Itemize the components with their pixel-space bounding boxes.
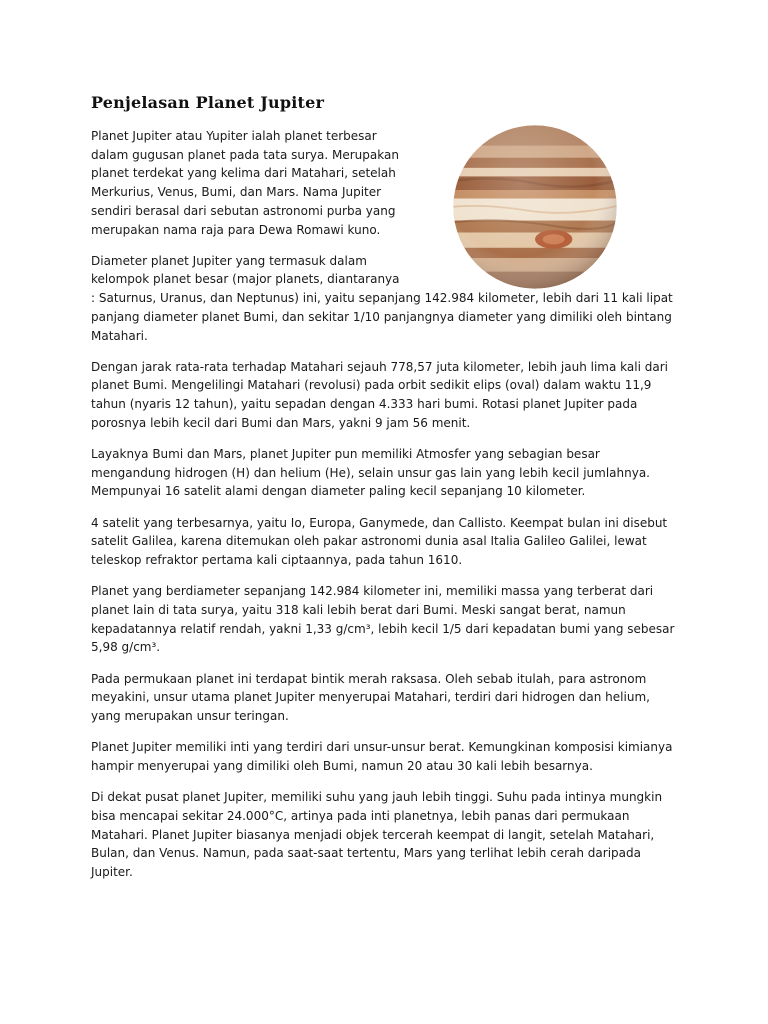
paragraph: Planet Jupiter memiliki inti yang terdiri dari unsur-unsur berat. Kemungkinan komposisi kimianya hampir menyerupai yang dimiliki oleh Bumi, namun 20 atau 30 kali lebih besarnya.: [91, 740, 673, 773]
paragraph: 4 satelit yang terbesarnya, yaitu Io, Europa, Ganymede, dan Callisto. Keempat bulan ini disebut satelit Galilea, karena ditemukan oleh pakar astronomi dunia asal Italia Galileo Galilei, lewat teleskop refraktor pertama kali ciptaannya, pada tahun 1610.: [91, 515, 668, 568]
page-title: Penjelasan Planet Jupiter: [91, 93, 325, 112]
paragraph: Planet Jupiter atau Yupiter ialah planet terbesar dalam gugusan planet pada tata surya. Merupakan planet terdekat yang kelima dari Matahari, setelah Merkurius, Venus, Bumi, dan Mars. Nama Jupiter sendiri berasal dari sebutan astronomi purba yang merupakan nama raja para Dewa Romawi kuno.: [91, 129, 399, 237]
paragraph: Di dekat pusat planet Jupiter, memiliki suhu yang jauh lebih tinggi. Suhu pada intinya mungkin bisa mencapai sekitar 24.000°C, artinya pada inti planetnya, lebih panas dari permukaan Matahari. Planet Jupiter biasanya menjadi objek tercerah keempat di langit, setelah Matahari, Bulan, dan Venus. Namun, pada saat-saat tertentu, Mars yang terlihat lebih cerah daripada Jupiter.: [91, 790, 663, 879]
paragraph: Planet yang berdiameter sepanjang 142.984 kilometer ini, memiliki massa yang terberat dari planet lain di tata surya, yaitu 318 kali lebih berat dari Bumi. Meski sangat berat, namun kepadatannya relatif rendah, yakni 1,33 g/cm³, lebih kecil 1/5 dari kepadatan bumi yang sebesar 5,98 g/cm³.: [91, 584, 675, 655]
paragraph: Layaknya Bumi dan Mars, planet Jupiter pun memiliki Atmosfer yang sebagian besar mengandung hidrogen (H) dan helium (He), selain unsur gas lain yang lebih kecil jumlahnya. Mempunyai 16 satelit alami dengan diameter paling kecil sepanjang 10 kilometer.: [91, 447, 650, 499]
paragraph: Diameter planet Jupiter yang termasuk dalam kelompok planet besar (major planets, diantaranya : Saturnus, Uranus, dan Neptunus) ini, yaitu sepanjang 142.984 kilometer, lebih dari 11 kali lipat panjang diameter planet Bumi, dan sekitar 1/10 panjangnya diameter yang dimiliki oleh bintang Matahari.: [91, 253, 673, 343]
paragraph: Dengan jarak rata-rata terhadap Matahari sejauh 778,57 juta kilometer, lebih jauh lima kali dari planet Bumi. Mengelilingi Matahari (revolusi) pada orbit sedikit elips (oval) dalam waktu 11,9 tahun (nyaris 12 tahun), yaitu sepadan dengan 4.333 hari bumi. Rotasi planet Jupiter pada porosnya lebih kecil dari Bumi dan Mars, yakni 9 jam 56 menit.: [91, 359, 668, 430]
paragraph: Pada permukaan planet ini terdapat bintik merah raksasa. Oleh sebab itulah, para astronom meyakini, unsur utama planet Jupiter menyerupai Matahari, terdiri dari hidrogen dan helium, yang merupakan unsur teringan.: [91, 671, 650, 723]
article-body: [91, 127, 681, 894]
image-wrap-spacer: [413, 127, 681, 287]
